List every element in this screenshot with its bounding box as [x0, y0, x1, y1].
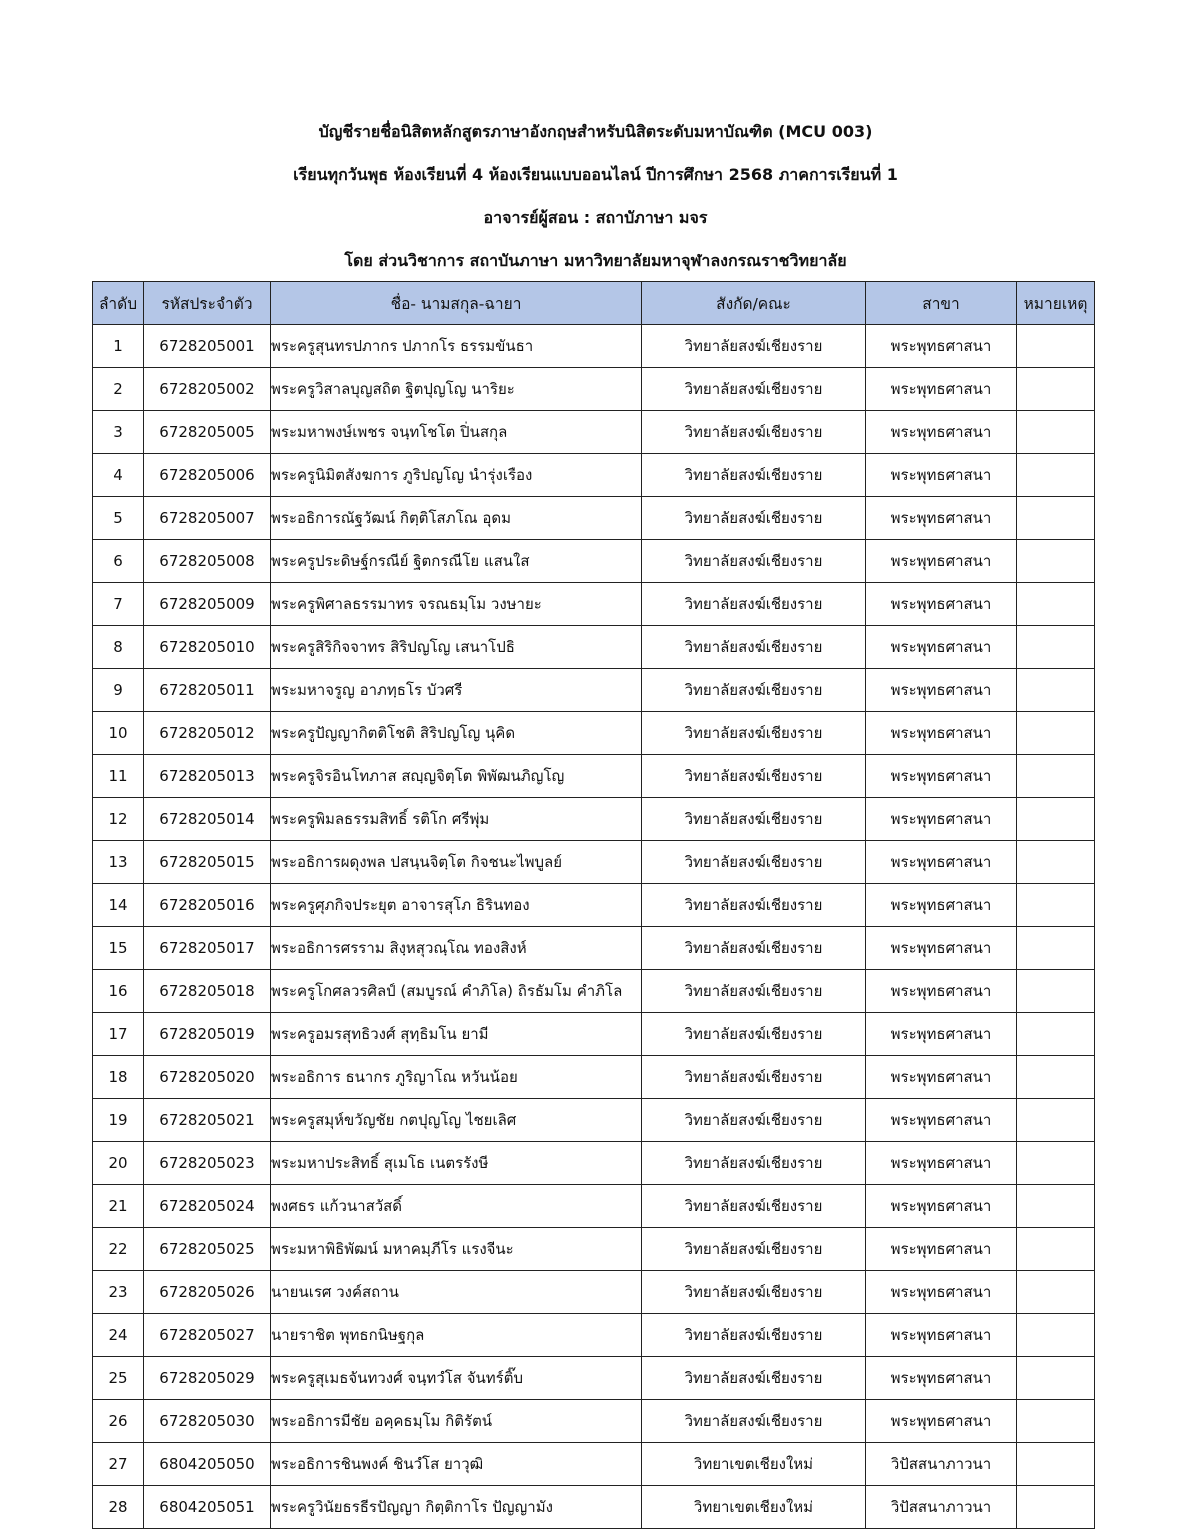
row-student-id-cell: 6728205027	[144, 1314, 271, 1357]
row-name-cell: พระครูปัญญากิตติโชติ สิริปญโญ นุคิด	[271, 712, 642, 755]
row-note-cell	[1017, 1357, 1095, 1400]
row-note-cell	[1017, 1099, 1095, 1142]
row-student-id-cell: 6728205021	[144, 1099, 271, 1142]
table-row	[93, 454, 1095, 497]
column-header-student-id: รหัสประจำตัว	[144, 282, 271, 325]
organization-line: โดย ส่วนวิชาการ สถาบันภาษา มหาวิทยาลัยมหาจุฬาลงกรณราชวิทยาลัย	[344, 251, 847, 270]
table-row	[93, 1400, 1095, 1443]
row-student-id-cell: 6728205015	[144, 841, 271, 884]
row-order-cell: 27	[93, 1443, 144, 1486]
row-faculty-cell: วิทยาลัยสงฆ์เชียงราย	[642, 755, 866, 798]
row-student-id-cell: 6728205014	[144, 798, 271, 841]
row-note-cell	[1017, 626, 1095, 669]
row-branch-cell: พระพุทธศาสนา	[866, 1314, 1017, 1357]
row-note-cell	[1017, 755, 1095, 798]
row-note-cell	[1017, 325, 1095, 368]
row-note-cell	[1017, 454, 1095, 497]
row-branch-cell: พระพุทธศาสนา	[866, 1099, 1017, 1142]
row-note-cell	[1017, 1142, 1095, 1185]
row-branch-cell: พระพุทธศาสนา	[866, 368, 1017, 411]
row-name-cell: พระอธิการศรราม สิงฺหสุวณฺโณ ทองสิงห์	[271, 927, 642, 970]
row-name-cell: พระอธิการชินพงค์ ชินวํโส ยาวุฒิ	[271, 1443, 642, 1486]
row-branch-cell: พระพุทธศาสนา	[866, 1056, 1017, 1099]
row-branch-cell: พระพุทธศาสนา	[866, 927, 1017, 970]
row-student-id-cell: 6728205029	[144, 1357, 271, 1400]
table-row	[93, 884, 1095, 927]
row-student-id-cell: 6728205010	[144, 626, 271, 669]
row-name-cell: พระครูศุภกิจประยุต อาจารสุโภ ธิรินทอง	[271, 884, 642, 927]
row-faculty-cell: วิทยาลัยสงฆ์เชียงราย	[642, 583, 866, 626]
row-student-id-cell: 6728205013	[144, 755, 271, 798]
row-student-id-cell: 6728205011	[144, 669, 271, 712]
row-name-cell: นายนเรศ วงค์สถาน	[271, 1271, 642, 1314]
table-row	[93, 927, 1095, 970]
table-row	[93, 411, 1095, 454]
row-faculty-cell: วิทยาลัยสงฆ์เชียงราย	[642, 1400, 866, 1443]
row-order-cell: 8	[93, 626, 144, 669]
row-order-cell: 25	[93, 1357, 144, 1400]
row-note-cell	[1017, 669, 1095, 712]
row-order-cell: 15	[93, 927, 144, 970]
row-order-cell: 20	[93, 1142, 144, 1185]
row-branch-cell: พระพุทธศาสนา	[866, 798, 1017, 841]
row-name-cell: พระมหาพงษ์เพชร จนฺทโชโต ปิ่นสกุล	[271, 411, 642, 454]
row-order-cell: 21	[93, 1185, 144, 1228]
row-note-cell	[1017, 1443, 1095, 1486]
document-title: บัญชีรายชื่อนิสิตหลักสูตรภาษาอังกฤษสำหรับนิสิตระดับมหาบัณฑิต (MCU 003)	[318, 122, 873, 141]
row-name-cell: พระครูสิริกิจจาทร สิริปญโญ เสนาโปธิ	[271, 626, 642, 669]
row-name-cell: พระครูสุเมธจันทวงศ์ จนฺทวํโส จันทร์ติ๊บ	[271, 1357, 642, 1400]
row-note-cell	[1017, 1228, 1095, 1271]
table-row	[93, 540, 1095, 583]
row-faculty-cell: วิทยาลัยสงฆ์เชียงราย	[642, 712, 866, 755]
row-branch-cell: พระพุทธศาสนา	[866, 1357, 1017, 1400]
row-note-cell	[1017, 927, 1095, 970]
row-faculty-cell: วิทยาลัยสงฆ์เชียงราย	[642, 626, 866, 669]
row-name-cell: พระครูวิสาลบุญสถิต ฐิตปุญโญ นาริยะ	[271, 368, 642, 411]
row-order-cell: 24	[93, 1314, 144, 1357]
row-faculty-cell: วิทยาลัยสงฆ์เชียงราย	[642, 1099, 866, 1142]
row-branch-cell: พระพุทธศาสนา	[866, 626, 1017, 669]
table-row	[93, 1099, 1095, 1142]
row-branch-cell: พระพุทธศาสนา	[866, 454, 1017, 497]
row-branch-cell: พระพุทธศาสนา	[866, 841, 1017, 884]
row-order-cell: 14	[93, 884, 144, 927]
row-order-cell: 4	[93, 454, 144, 497]
row-student-id-cell: 6728205009	[144, 583, 271, 626]
row-name-cell: พงศธร แก้วนาสวัสดิ์	[271, 1185, 642, 1228]
row-note-cell	[1017, 411, 1095, 454]
row-name-cell: นายราชิต พุทธกนิษฐกุล	[271, 1314, 642, 1357]
row-student-id-cell: 6728205017	[144, 927, 271, 970]
table-header-row	[93, 282, 1095, 325]
row-faculty-cell: วิทยาลัยสงฆ์เชียงราย	[642, 1013, 866, 1056]
row-branch-cell: พระพุทธศาสนา	[866, 755, 1017, 798]
table-row	[93, 1013, 1095, 1056]
student-roster-table	[92, 281, 1095, 1529]
table-row	[93, 583, 1095, 626]
row-note-cell	[1017, 1185, 1095, 1228]
row-name-cell: พระครูสมุห์ขวัญชัย กตปุญโญ ไชยเลิศ	[271, 1099, 642, 1142]
row-branch-cell: พระพุทธศาสนา	[866, 1142, 1017, 1185]
row-student-id-cell: 6728205030	[144, 1400, 271, 1443]
row-branch-cell: พระพุทธศาสนา	[866, 583, 1017, 626]
row-name-cell: พระครูวินัยธรธีรปัญญา กิตฺติกาโร ปัญญามัง	[271, 1486, 642, 1529]
row-note-cell	[1017, 1314, 1095, 1357]
column-header-note: หมายเหตุ	[1017, 282, 1095, 325]
row-faculty-cell: วิทยาลัยสงฆ์เชียงราย	[642, 411, 866, 454]
row-student-id-cell: 6728205020	[144, 1056, 271, 1099]
row-branch-cell: พระพุทธศาสนา	[866, 1185, 1017, 1228]
table-row	[93, 1056, 1095, 1099]
row-note-cell	[1017, 798, 1095, 841]
table-row	[93, 970, 1095, 1013]
instructor-line: อาจารย์ผู้สอน : สถาบัภาษา มจร	[483, 208, 708, 227]
row-faculty-cell: วิทยาลัยสงฆ์เชียงราย	[642, 884, 866, 927]
table-row	[93, 1142, 1095, 1185]
row-order-cell: 26	[93, 1400, 144, 1443]
row-student-id-cell: 6728205002	[144, 368, 271, 411]
row-faculty-cell: วิทยาเขตเชียงใหม่	[642, 1443, 866, 1486]
row-faculty-cell: วิทยาลัยสงฆ์เชียงราย	[642, 841, 866, 884]
row-faculty-cell: วิทยาลัยสงฆ์เชียงราย	[642, 798, 866, 841]
table-row	[93, 669, 1095, 712]
row-faculty-cell: วิทยาลัยสงฆ์เชียงราย	[642, 1228, 866, 1271]
row-student-id-cell: 6728205012	[144, 712, 271, 755]
row-branch-cell: พระพุทธศาสนา	[866, 1228, 1017, 1271]
row-order-cell: 22	[93, 1228, 144, 1271]
row-order-cell: 19	[93, 1099, 144, 1142]
row-faculty-cell: วิทยาลัยสงฆ์เชียงราย	[642, 1185, 866, 1228]
row-branch-cell: พระพุทธศาสนา	[866, 712, 1017, 755]
table-row	[93, 1357, 1095, 1400]
row-student-id-cell: 6728205023	[144, 1142, 271, 1185]
table-row	[93, 1486, 1095, 1529]
row-order-cell: 13	[93, 841, 144, 884]
row-order-cell: 23	[93, 1271, 144, 1314]
row-order-cell: 11	[93, 755, 144, 798]
row-branch-cell: พระพุทธศาสนา	[866, 540, 1017, 583]
row-faculty-cell: วิทยาลัยสงฆ์เชียงราย	[642, 1314, 866, 1357]
row-order-cell: 18	[93, 1056, 144, 1099]
row-student-id-cell: 6728205007	[144, 497, 271, 540]
row-name-cell: พระมหาพิธิพัฒน์ มหาคมฺภีโร แรงจีนะ	[271, 1228, 642, 1271]
row-name-cell: พระครูพิมลธรรมสิทธิ์ รติโก ศรีพุ่ม	[271, 798, 642, 841]
table-row	[93, 841, 1095, 884]
row-student-id-cell: 6728205006	[144, 454, 271, 497]
row-note-cell	[1017, 1271, 1095, 1314]
table-row	[93, 1443, 1095, 1486]
row-student-id-cell: 6804205050	[144, 1443, 271, 1486]
row-branch-cell: วิปัสสนาภาวนา	[866, 1486, 1017, 1529]
row-faculty-cell: วิทยาลัยสงฆ์เชียงราย	[642, 1142, 866, 1185]
row-note-cell	[1017, 583, 1095, 626]
table-row	[93, 626, 1095, 669]
table-row	[93, 325, 1095, 368]
row-note-cell	[1017, 1013, 1095, 1056]
row-student-id-cell: 6728205025	[144, 1228, 271, 1271]
table-row	[93, 497, 1095, 540]
row-note-cell	[1017, 1056, 1095, 1099]
row-faculty-cell: วิทยาลัยสงฆ์เชียงราย	[642, 1357, 866, 1400]
row-branch-cell: พระพุทธศาสนา	[866, 884, 1017, 927]
row-order-cell: 6	[93, 540, 144, 583]
row-name-cell: พระอธิการณัฐวัฒน์ กิตฺติโสภโณ อุดม	[271, 497, 642, 540]
table-row	[93, 1271, 1095, 1314]
row-faculty-cell: วิทยาลัยสงฆ์เชียงราย	[642, 927, 866, 970]
column-header-branch: สาขา	[866, 282, 1017, 325]
row-faculty-cell: วิทยาลัยสงฆ์เชียงราย	[642, 1056, 866, 1099]
row-order-cell: 10	[93, 712, 144, 755]
row-name-cell: พระครูอมรสุทธิวงศ์ สุทฺธิมโน ยามี	[271, 1013, 642, 1056]
row-order-cell: 7	[93, 583, 144, 626]
row-name-cell: พระครูสุนทรปภากร ปภากโร ธรรมขันธา	[271, 325, 642, 368]
row-student-id-cell: 6728205001	[144, 325, 271, 368]
row-name-cell: พระครูโกศลวรศิลป์ (สมบูรณ์ คำภิโล) ถิรธัมโม คำภิโล	[271, 970, 642, 1013]
table-row	[93, 712, 1095, 755]
row-order-cell: 9	[93, 669, 144, 712]
row-note-cell	[1017, 712, 1095, 755]
column-header-order: ลำดับ	[93, 282, 144, 325]
row-branch-cell: พระพุทธศาสนา	[866, 970, 1017, 1013]
row-branch-cell: พระพุทธศาสนา	[866, 1271, 1017, 1314]
row-branch-cell: วิปัสสนาภาวนา	[866, 1443, 1017, 1486]
row-note-cell	[1017, 841, 1095, 884]
row-note-cell	[1017, 540, 1095, 583]
row-order-cell: 2	[93, 368, 144, 411]
row-faculty-cell: วิทยาลัยสงฆ์เชียงราย	[642, 325, 866, 368]
row-order-cell: 16	[93, 970, 144, 1013]
row-faculty-cell: วิทยาลัยสงฆ์เชียงราย	[642, 540, 866, 583]
row-name-cell: พระครูประดิษฐ์กรณีย์ ฐิตกรณีโย แสนใส	[271, 540, 642, 583]
row-faculty-cell: วิทยาเขตเชียงใหม่	[642, 1486, 866, 1529]
table-row	[93, 755, 1095, 798]
row-student-id-cell: 6804205051	[144, 1486, 271, 1529]
table-row	[93, 1314, 1095, 1357]
row-student-id-cell: 6728205018	[144, 970, 271, 1013]
row-note-cell	[1017, 497, 1095, 540]
row-branch-cell: พระพุทธศาสนา	[866, 497, 1017, 540]
row-order-cell: 5	[93, 497, 144, 540]
class-schedule-line: เรียนทุกวันพุธ ห้องเรียนที่ 4 ห้องเรียนแบบออนไลน์ ปีการศึกษา 2568 ภาคการเรียนที่ 1	[293, 165, 898, 184]
row-note-cell	[1017, 884, 1095, 927]
row-faculty-cell: วิทยาลัยสงฆ์เชียงราย	[642, 454, 866, 497]
row-name-cell: พระอธิการ ธนากร ภูริญาโณ หวันน้อย	[271, 1056, 642, 1099]
row-name-cell: พระอธิการมีชัย อคฺคธมฺโม กิติรัตน์	[271, 1400, 642, 1443]
table-row	[93, 1185, 1095, 1228]
row-order-cell: 28	[93, 1486, 144, 1529]
table-body	[93, 325, 1095, 1529]
row-order-cell: 12	[93, 798, 144, 841]
column-header-name: ชื่อ- นามสกุล-ฉายา	[271, 282, 642, 325]
row-student-id-cell: 6728205026	[144, 1271, 271, 1314]
row-branch-cell: พระพุทธศาสนา	[866, 669, 1017, 712]
row-branch-cell: พระพุทธศาสนา	[866, 325, 1017, 368]
row-name-cell: พระมหาจรูญ อาภทฺธโร บัวศรี	[271, 669, 642, 712]
document-header	[0, 116, 1191, 288]
row-branch-cell: พระพุทธศาสนา	[866, 411, 1017, 454]
row-faculty-cell: วิทยาลัยสงฆ์เชียงราย	[642, 970, 866, 1013]
table-row	[93, 368, 1095, 411]
column-header-faculty: สังกัด/คณะ	[642, 282, 866, 325]
row-faculty-cell: วิทยาลัยสงฆ์เชียงราย	[642, 368, 866, 411]
row-note-cell	[1017, 970, 1095, 1013]
row-name-cell: พระครูนิมิตสังฆการ ภูริปญโญ นำรุ่งเรือง	[271, 454, 642, 497]
row-order-cell: 17	[93, 1013, 144, 1056]
row-branch-cell: พระพุทธศาสนา	[866, 1013, 1017, 1056]
row-name-cell: พระมหาประสิทธิ์ สุเมโธ เนตรรังษี	[271, 1142, 642, 1185]
row-faculty-cell: วิทยาลัยสงฆ์เชียงราย	[642, 669, 866, 712]
row-note-cell	[1017, 1400, 1095, 1443]
table-row	[93, 1228, 1095, 1271]
row-note-cell	[1017, 1486, 1095, 1529]
row-faculty-cell: วิทยาลัยสงฆ์เชียงราย	[642, 1271, 866, 1314]
row-name-cell: พระอธิการผดุงพล ปสนฺนจิตฺโต กิจชนะไพบูลย์	[271, 841, 642, 884]
row-name-cell: พระครูจิรอินโทภาส สญฺญจิตฺโต พิพัฒนภิญโญ	[271, 755, 642, 798]
row-faculty-cell: วิทยาลัยสงฆ์เชียงราย	[642, 497, 866, 540]
row-note-cell	[1017, 368, 1095, 411]
row-student-id-cell: 6728205024	[144, 1185, 271, 1228]
row-branch-cell: พระพุทธศาสนา	[866, 1400, 1017, 1443]
row-order-cell: 1	[93, 325, 144, 368]
row-student-id-cell: 6728205016	[144, 884, 271, 927]
row-student-id-cell: 6728205019	[144, 1013, 271, 1056]
row-student-id-cell: 6728205008	[144, 540, 271, 583]
table-row	[93, 798, 1095, 841]
row-name-cell: พระครูพิศาลธรรมาทร จรณธมฺโม วงษายะ	[271, 583, 642, 626]
row-order-cell: 3	[93, 411, 144, 454]
row-student-id-cell: 6728205005	[144, 411, 271, 454]
